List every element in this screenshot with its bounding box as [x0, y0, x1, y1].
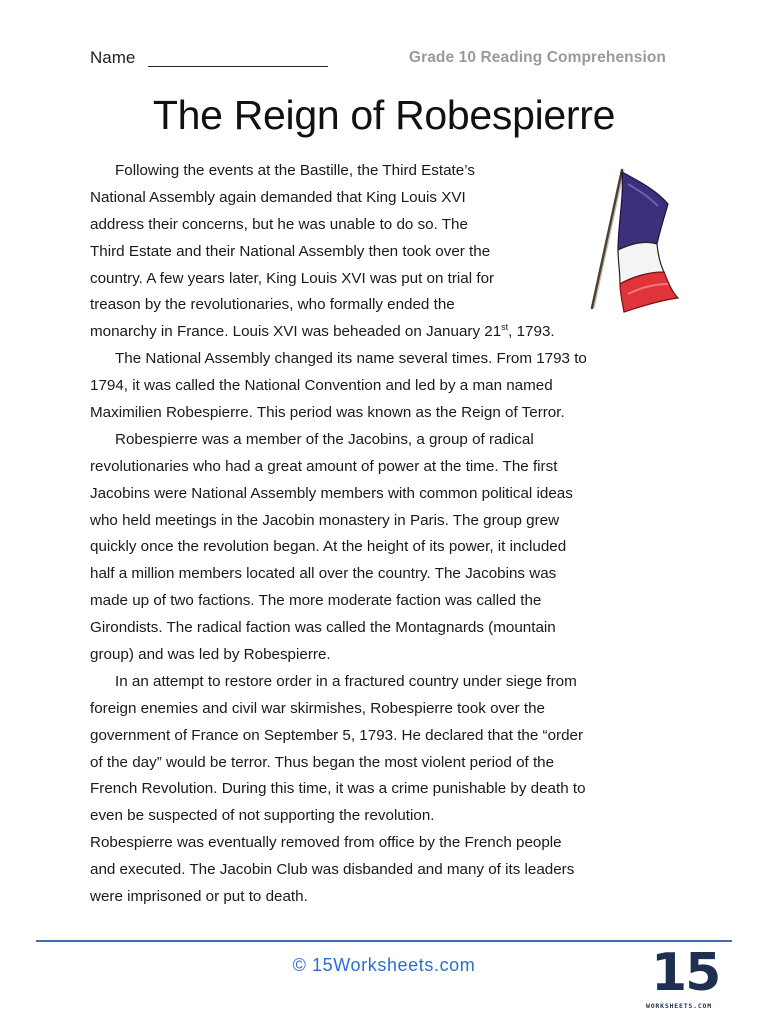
name-blank-line: [148, 66, 328, 67]
logo-caption: WORKSHEETS.COM: [646, 1002, 712, 1010]
passage-line: Jacobins were National Assembly members with common political ideas: [90, 484, 573, 502]
page-title: The Reign of Robespierre: [152, 92, 616, 138]
passage-line: Third Estate and their National Assembly then took over the: [90, 242, 491, 260]
passage-line: The National Assembly changed its name several times. From 1793 to: [115, 350, 587, 368]
passage-line-part: , 1793.: [508, 323, 555, 341]
passage-line: National Assembly again demanded that King Louis XVI: [90, 188, 466, 206]
passage-line: made up of two factions. The more moderate faction was called the: [90, 592, 542, 610]
passage-line: revolutionaries who had a great amount of power at the time. The first: [90, 457, 558, 475]
passage-line: [90, 319, 690, 346]
logo-number: 15: [651, 943, 720, 1003]
passage-line: address their concerns, but he was unable to do so. The: [90, 215, 468, 233]
passage-line: 1794, it was called the National Convention and led by a man named: [90, 377, 553, 395]
passage-text: [90, 158, 690, 911]
worksheet-header: [90, 44, 670, 74]
site-logo[interactable]: [633, 940, 733, 1018]
passage-line: were imprisoned or put to death.: [90, 888, 308, 906]
passage-line: group) and was led by Robespierre.: [90, 646, 331, 664]
passage-line: Girondists. The radical faction was called the Montagnards (mountain: [90, 619, 556, 637]
passage-line: Robespierre was a member of the Jacobins, a group of radical: [115, 430, 534, 448]
passage-line: Maximilien Robespierre. This period was known as the Reign of Terror.: [90, 404, 565, 422]
passage-line: quickly once the revolution began. At the height of its power, it included: [90, 538, 567, 556]
footer-divider: [36, 940, 732, 942]
passage-line: country. A few years later, King Louis XVI was put on trial for: [90, 269, 495, 287]
passage-line: and executed. The Jacobin Club was disbanded and many of its leaders: [90, 861, 575, 879]
passage-line: Following the events at the Bastille, the Third Estate’s: [115, 162, 475, 179]
passage-line: government of France on September 5, 1793. He declared that the “order: [90, 726, 584, 744]
passage-line: In an attempt to restore order in a fractured country under siege from: [115, 672, 577, 690]
passage-line: Robespierre was eventually removed from office by the French people: [90, 834, 562, 852]
passage-line: foreign enemies and civil war skirmishes, Robespierre took over the: [90, 699, 545, 717]
passage-line-part: monarchy in France. Louis XVI was beheaded on January 21: [90, 323, 502, 341]
passage-line: French Revolution. During this time, it was a crime punishable by death to: [90, 780, 586, 798]
passage-line: who held meetings in the Jacobin monastery in Paris. The group grew: [90, 511, 560, 529]
grade-label: Grade 10 Reading Comprehension: [408, 49, 666, 66]
passage-line: even be suspected of not supporting the revolution.: [90, 807, 435, 825]
passage-line: treason by the revolutionaries, who formally ended the: [90, 296, 455, 314]
name-label: Name: [90, 48, 136, 67]
footer-copyright[interactable]: © 15Worksheets.com: [292, 955, 476, 975]
ordinal-suffix: st: [501, 322, 509, 333]
passage-line: of the day” would be terror. Thus began the most violent period of the: [90, 753, 555, 771]
passage-line: half a million members located all over the country. The Jacobins was: [90, 565, 557, 583]
